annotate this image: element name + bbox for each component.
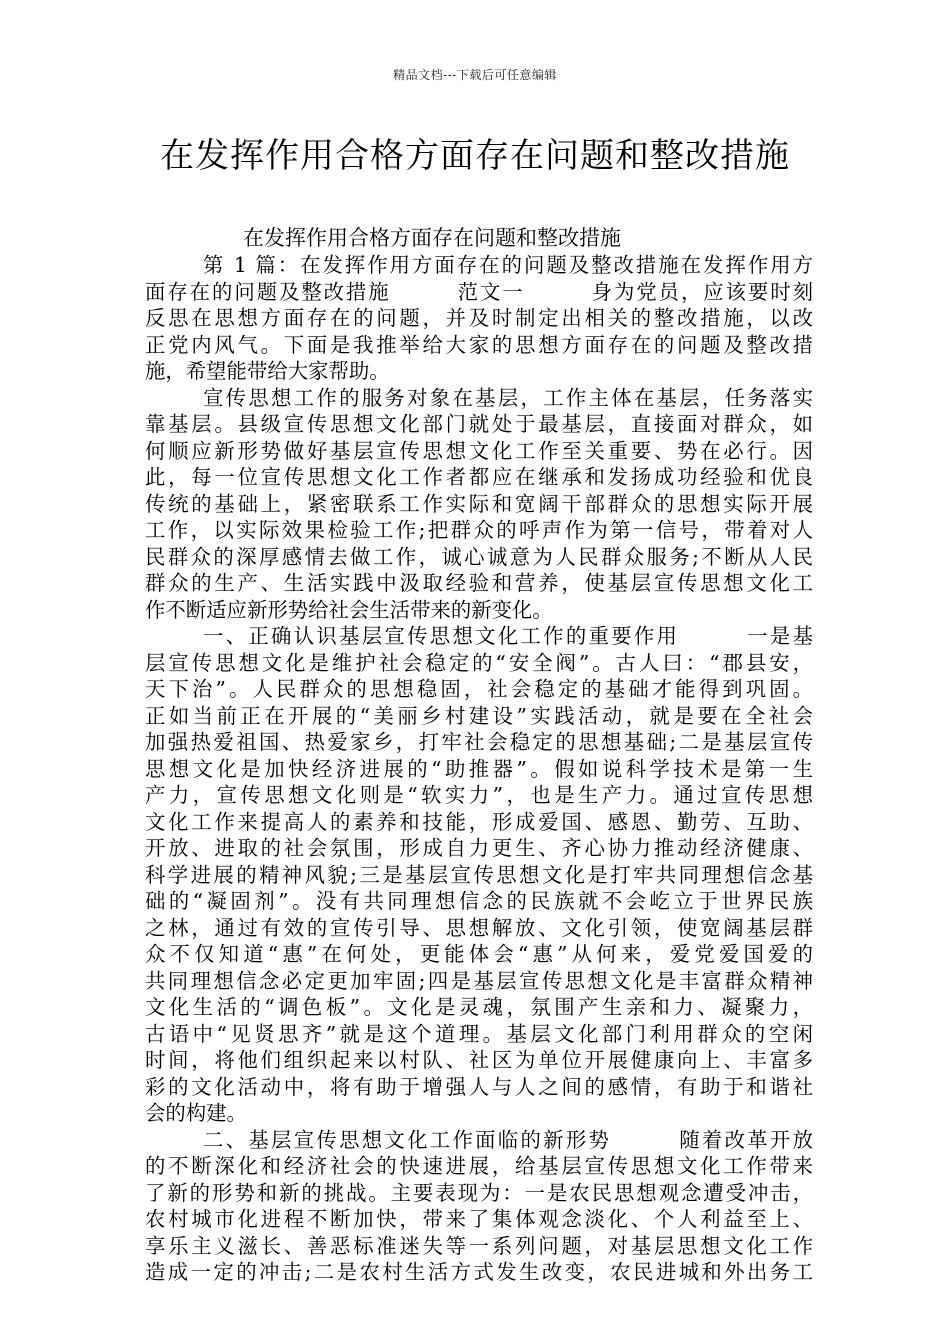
body-line: 农村城市化进程不断加快，带来了集体观念淡化、个人利益至上、 (145, 1207, 813, 1231)
body-line: 享乐主义滋长、善恶标准迷失等一系列问题，对基层思想文化工作 (145, 1233, 813, 1258)
body-line: 造成一定的冲击;二是农村生活方式发生改变，农民进城和外出务工 (145, 1260, 813, 1284)
body-line: 靠基层。县级宣传思想文化部门就处于最基层，直接面对群众，如 (145, 412, 813, 436)
body-line: 何顺应新形势做好基层宣传思想文化工作至关重要、势在必行。因 (145, 438, 813, 463)
body-line: 群众的生产、生活实践中汲取经验和营养，使基层宣传思想文化工 (145, 571, 813, 595)
body-line: 正党内风气。下面是我推举给大家的思想方面存在的问题及整改措 (145, 332, 813, 357)
body-line: 产力，宣传思想文化则是“软实力”，也是生产力。通过宣传思想 (145, 783, 813, 807)
body-line: 第 1 篇：在发挥作用方面存在的问题及整改措施在发挥作用方 (203, 253, 813, 277)
body-line: 文化工作来提高人的素养和技能，形成爱国、感恩、勤劳、互助、 (145, 809, 813, 834)
page-header-note: 精品文档---下载后可任意编辑 (393, 68, 557, 82)
body-line: 加强热爱祖国、热爱家乡，打牢社会稳定的思想基础;二是基层宣传 (145, 730, 813, 754)
body-line: 的不断深化和经济社会的快速进展，给基层宣传思想文化工作带来 (145, 1154, 813, 1178)
body-line: 正如当前正在开展的“美丽乡村建设”实践活动，就是要在全社会 (145, 703, 813, 728)
body-line: 彩的文化活动中，将有助于增强人与人之间的感情，有助于和谐社 (145, 1074, 813, 1099)
document-subtitle: 在发挥作用合格方面存在问题和整改措施 (243, 226, 621, 250)
document-body (145, 252, 813, 1286)
body-line: 此，每一位宣传思想文化工作者都应在继承和发扬成功经验和优良 (145, 465, 813, 489)
body-line: 民群众的深厚感情去做工作，诚心诚意为人民群众服务;不断从人民 (145, 544, 813, 569)
body-line: 施，希望能带给大家帮助。 (145, 359, 390, 383)
body-line: 众不仅知道“惠”在何处，更能体会“惠”从何来，爱党爱国爱的 (145, 942, 813, 966)
body-line: 反思在思想方面存在的问题，并及时制定出相关的整改措施，以改 (145, 306, 813, 330)
body-line: 之林，通过有效的宣传引导、思想解放、文化引领，使宽阔基层群 (145, 915, 813, 940)
body-line: 文化生活的“调色板”。文化是灵魂，氛围产生亲和力、凝聚力， (145, 995, 813, 1019)
body-line: 工作，以实际效果检验工作;把群众的呼声作为第一信号，带着对人 (145, 518, 813, 542)
body-line: 会的构建。 (145, 1101, 247, 1125)
body-line: 共同理想信念必定更加牢固;四是基层宣传思想文化是丰富群众精神 (145, 968, 813, 993)
body-line: 科学进展的精神风貌;三是基层宣传思想文化是打牢共同理想信念基 (145, 862, 813, 887)
body-line: 思想文化是加快经济进展的“助推器”。假如说科学技术是第一生 (145, 756, 813, 781)
body-line: 层宣传思想文化是维护社会稳定的“安全阀”。古人曰：“郡县安， (145, 650, 813, 675)
document-title: 在发挥作用合格方面存在问题和整改措施 (160, 136, 790, 176)
body-line: 二、基层宣传思想文化工作面临的新形势 随着改革开放 (203, 1127, 813, 1152)
body-line: 开放、进取的社会氛围，形成自力更生、齐心协力推动经济健康、 (145, 836, 813, 860)
body-line: 作不断适应新形势给社会生活带来的新变化。 (145, 597, 553, 622)
body-line: 础的“凝固剂”。没有共同理想信念的民族就不会屹立于世界民族 (145, 889, 813, 913)
body-line: 传统的基础上，紧密联系工作实际和宽阔干部群众的思想实际开展 (145, 491, 813, 516)
body-line: 一、正确认识基层宣传思想文化工作的重要作用 一是基 (203, 624, 813, 648)
body-line: 面存在的问题及整改措施 范文一 身为党员，应该要时刻 (145, 279, 813, 304)
body-line: 时间，将他们组织起来以村队、社区为单位开展健康向上、丰富多 (145, 1048, 813, 1072)
body-line: 天下治”。人民群众的思想稳固，社会稳定的基础才能得到巩固。 (145, 677, 813, 701)
body-line: 古语中“见贤思齐”就是这个道理。基层文化部门利用群众的空闲 (145, 1021, 813, 1046)
body-line: 了新的形势和新的挑战。主要表现为：一是农民思想观念遭受冲击， (145, 1180, 813, 1205)
body-line: 宣传思想工作的服务对象在基层，工作主体在基层，任务落实 (203, 385, 813, 410)
